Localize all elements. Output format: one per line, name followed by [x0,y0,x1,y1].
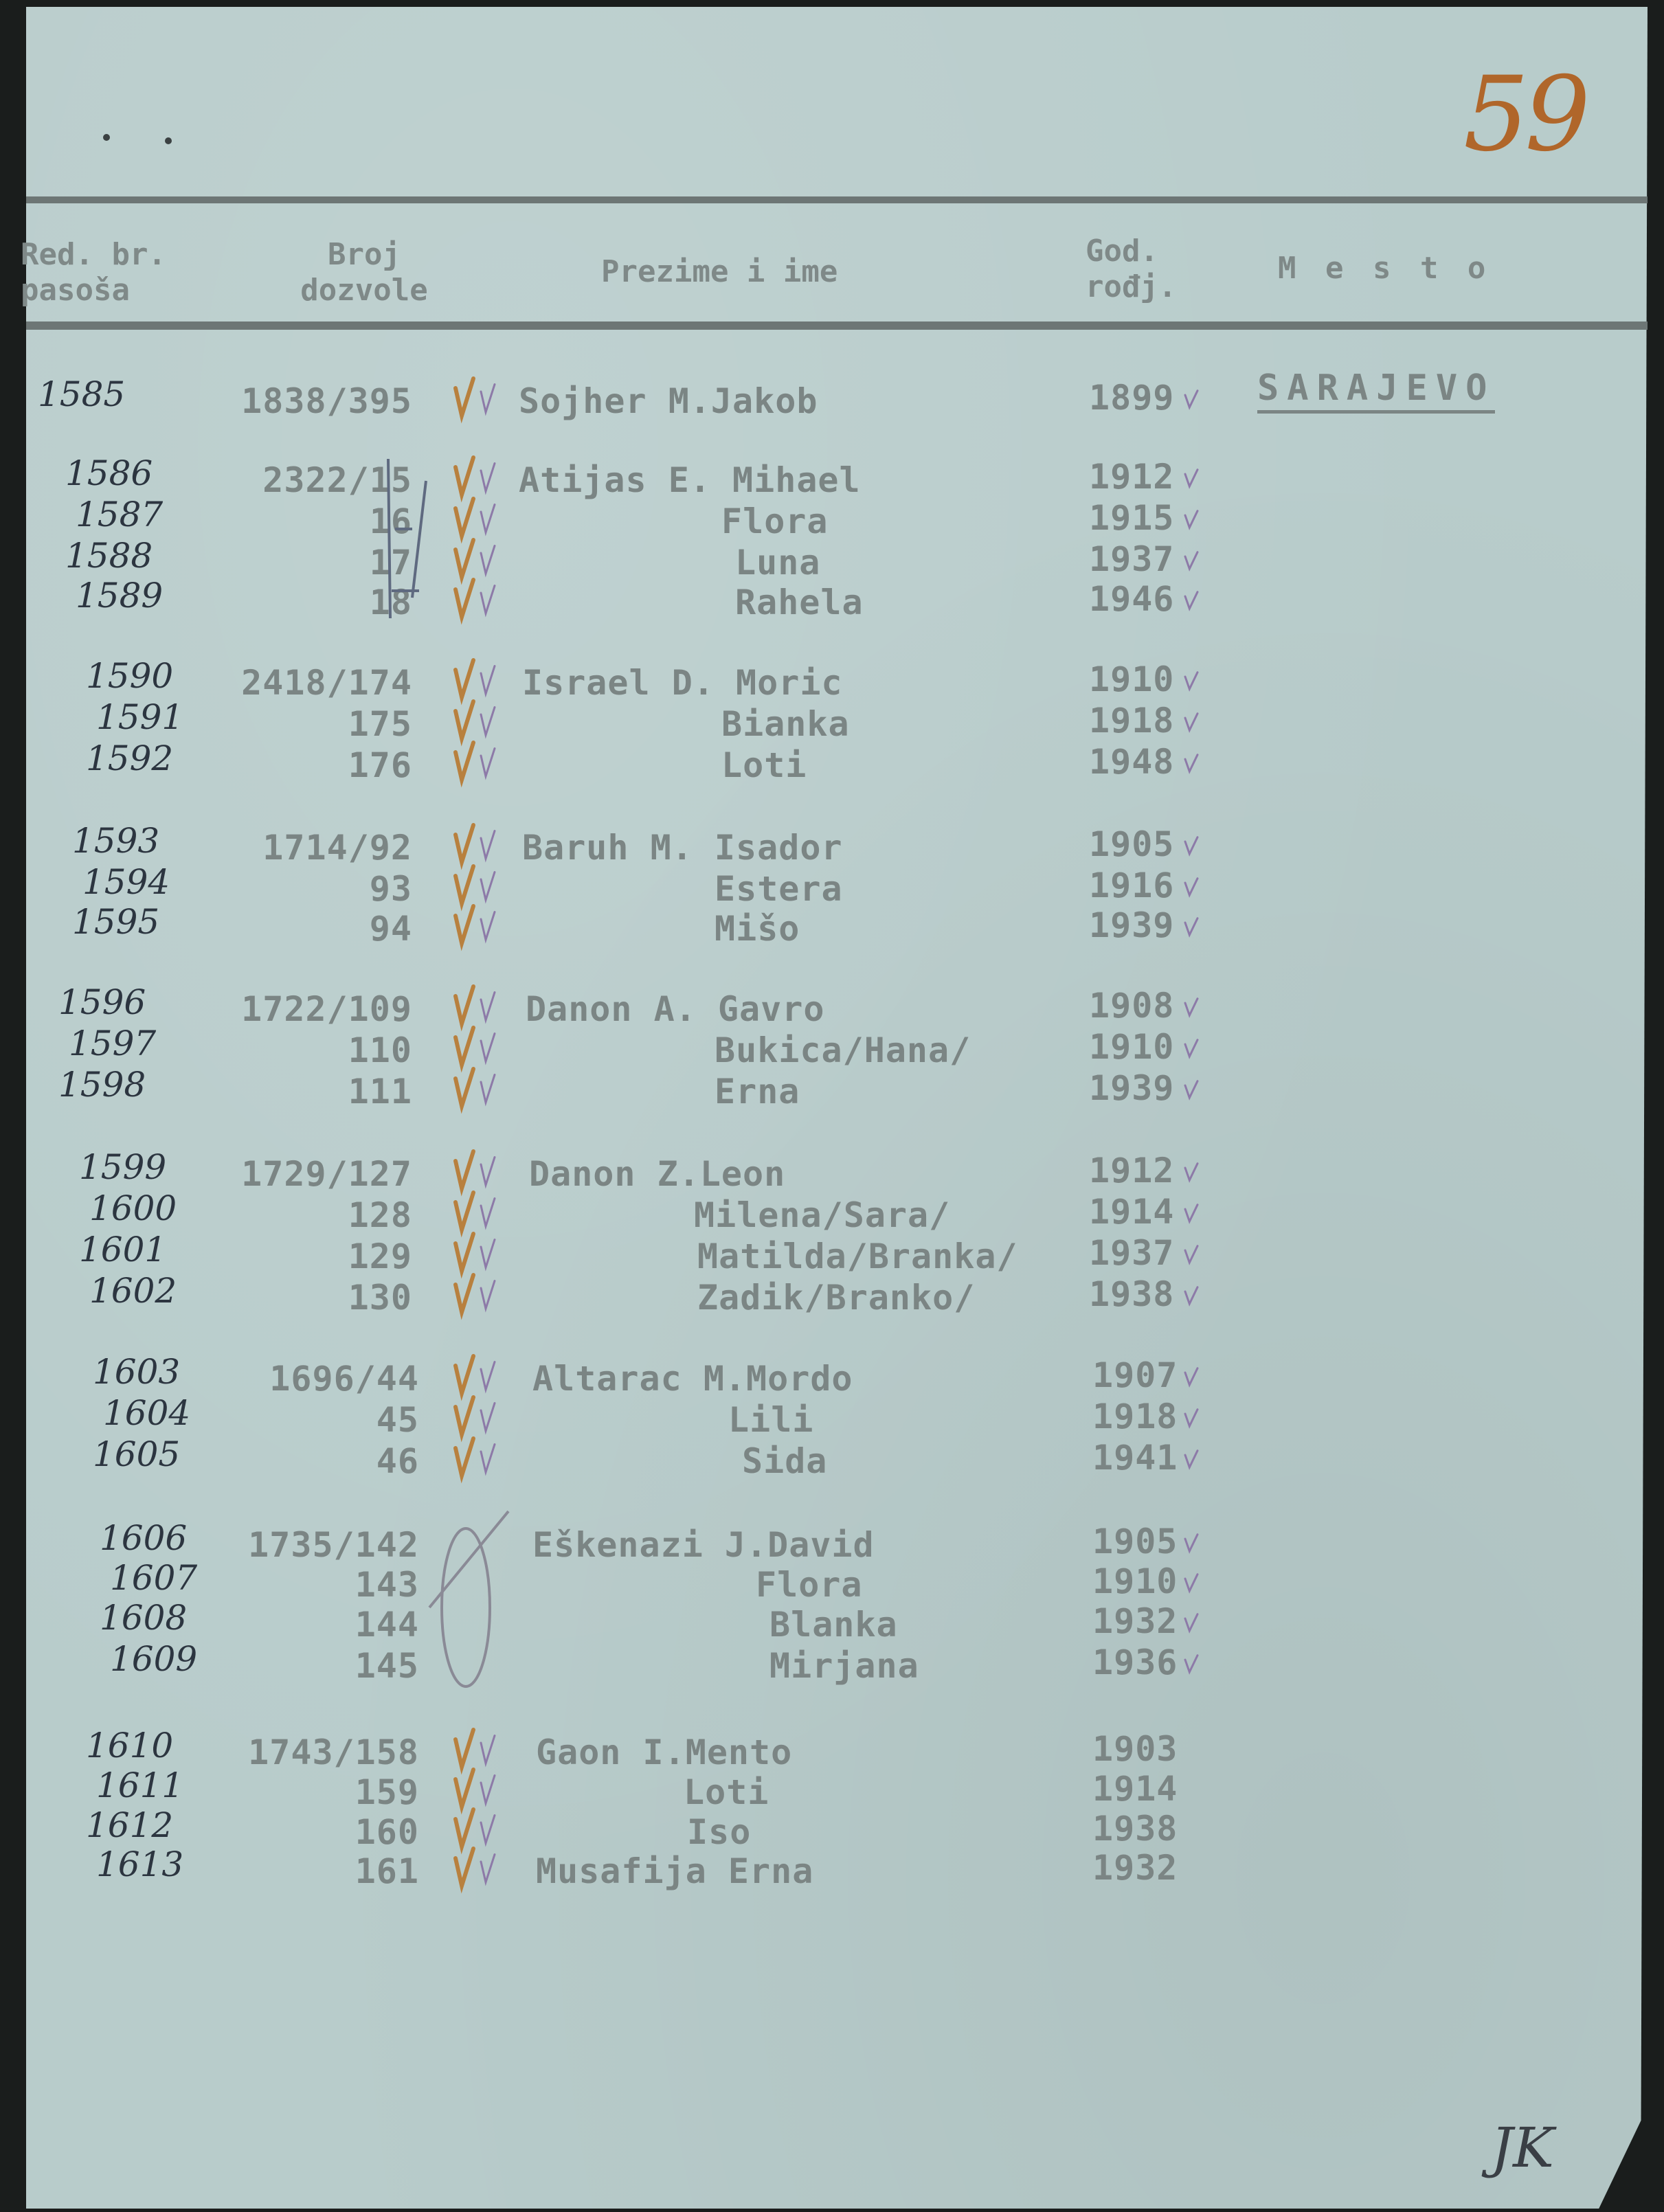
orange-check-mark [456,1069,473,1106]
purple-check-mark [481,708,495,736]
birth-year: 1916 [1089,866,1175,905]
permit-number: 111 [348,1072,412,1111]
purple-check-mark [481,666,495,695]
header-passport-number: Red. br. pasoša [21,237,166,308]
place-sarajevo: SARAJEVO [1257,368,1495,414]
passport-number: 1608 [100,1598,188,1638]
year-check-mark [1185,1451,1198,1467]
year-check-mark [1185,918,1198,935]
permit-number: 1714/92 [262,828,412,868]
person-name: Gaon I.Mento [536,1733,793,1772]
year-check-mark [1185,1164,1198,1180]
passport-number: 1595 [72,902,160,942]
passport-number: 1613 [96,1844,184,1884]
passport-number: 1603 [93,1352,181,1392]
birth-year: 1936 [1092,1643,1178,1682]
year-check-mark [1185,1614,1198,1631]
purple-check-mark [481,505,495,533]
permit-number: 16 [369,501,412,541]
birth-year: 1918 [1089,701,1175,741]
permit-number: 18 [369,583,412,622]
year-check-mark [1185,511,1198,528]
birth-year: 1932 [1092,1848,1178,1888]
permit-number: 128 [348,1195,412,1235]
header-permit-number: Broj dozvole [300,237,428,308]
permit-number: 45 [376,1400,419,1440]
permit-number: 17 [369,543,412,583]
person-name: Sida [742,1441,828,1481]
person-name: Loti [721,745,807,785]
purple-check-mark [481,1075,495,1103]
year-check-mark [1185,879,1198,895]
orange-check-mark [456,1028,473,1065]
year-check-mark [1185,673,1198,689]
birth-year: 1948 [1089,742,1175,782]
permit-number: 1743/158 [248,1733,419,1772]
permit-number: 46 [376,1441,419,1481]
permit-number: 1838/395 [241,381,412,421]
purple-check-mark [481,1816,495,1844]
purple-check-mark [481,464,495,492]
passport-number: 1596 [58,982,146,1022]
passport-number: 1591 [96,697,184,737]
passport-number: 1601 [79,1230,167,1269]
birth-year: 1912 [1089,1151,1175,1190]
birth-year: 1937 [1089,539,1175,579]
passport-number: 1606 [100,1518,188,1558]
orange-check-mark [456,701,473,738]
orange-check-mark [456,660,473,697]
permit-number: 130 [348,1278,412,1318]
year-check-mark [1185,1246,1198,1263]
purple-check-mark [481,831,495,859]
orange-check-mark [456,906,473,943]
purple-check-mark [481,1158,495,1186]
passport-number: 1604 [103,1393,191,1433]
person-name: Iso [687,1812,752,1852]
person-name: Matilda/Branka/ [697,1237,1018,1276]
orange-check-mark [456,1849,473,1886]
permit-number: 1696/44 [269,1359,419,1399]
year-check-mark [1185,1410,1198,1426]
permit-number: 1729/127 [241,1154,412,1194]
passport-number: 1602 [89,1271,177,1311]
year-check-mark [1185,470,1198,486]
year-check-mark [1185,714,1198,730]
year-check-mark [1185,999,1198,1015]
permit-number: 176 [348,745,412,785]
orange-check-mark [456,986,473,1024]
passport-number: 1612 [86,1805,174,1845]
person-name: Bukica/Hana/ [715,1030,971,1070]
person-name: Luna [735,543,821,583]
person-name: Bianka [721,704,850,744]
person-name: Sojher M.Jakob [519,381,818,421]
purple-check-mark [481,872,495,901]
permit-number: 143 [355,1565,419,1605]
orange-check-mark [456,1275,473,1312]
purple-check-mark [481,1776,495,1804]
person-name: Mišo [715,909,800,949]
year-check-mark [1185,391,1198,407]
orange-check-mark [456,866,473,903]
birth-year: 1932 [1092,1601,1178,1641]
passport-number: 1585 [38,374,126,414]
orange-check-mark [456,1397,473,1434]
person-name: Flora [756,1565,863,1605]
orange-check-mark [456,1438,473,1476]
birth-year: 1905 [1089,824,1175,864]
permit-number: 161 [355,1851,419,1891]
person-name: Atijas E. Mihael [519,460,861,500]
permit-number: 110 [348,1030,412,1070]
person-name: Danon A. Gavro [526,989,825,1029]
permit-number: 93 [369,869,412,909]
permit-number: 145 [355,1646,419,1686]
year-check-mark [1185,1535,1198,1551]
permit-number: 160 [355,1812,419,1852]
year-check-mark [1185,1575,1198,1591]
person-name: Zadik/Branko/ [697,1278,976,1318]
permit-number: 175 [348,704,412,744]
year-check-mark [1185,1656,1198,1672]
year-check-mark [1185,1040,1198,1057]
orange-check-mark [456,580,473,617]
birth-year: 1939 [1089,905,1175,945]
passport-number: 1597 [69,1024,157,1063]
purple-check-mark [481,1281,495,1309]
person-name: Altarac M.Mordo [532,1359,853,1399]
birth-year: 1946 [1089,579,1175,619]
purple-check-mark [481,1240,495,1268]
purple-check-mark [481,1736,495,1764]
person-name: Loti [684,1772,769,1812]
birth-year: 1908 [1089,986,1175,1026]
year-check-mark [1185,755,1198,771]
orange-check-mark [456,825,473,862]
permit-number: 1722/109 [241,989,412,1029]
person-name: Musafija Erna [536,1851,814,1891]
passport-number: 1610 [86,1726,174,1765]
orange-check-mark [456,1730,473,1767]
purple-check-mark [481,586,495,614]
passport-number: 1592 [86,738,174,778]
cancel-zero-mark [442,1528,490,1686]
passport-number: 1594 [82,862,170,902]
orange-check-mark [456,1151,473,1188]
passport-number: 1600 [89,1188,177,1228]
passport-number: 1589 [76,576,164,616]
passport-number: 1593 [72,821,160,861]
orange-check-mark [456,458,473,495]
purple-check-mark [481,1199,495,1227]
passport-number: 1590 [86,656,174,696]
family-bracket-mark [388,459,426,618]
year-check-mark [1185,1287,1198,1304]
purple-check-mark [481,1034,495,1062]
purple-check-mark [481,912,495,940]
orange-check-mark [456,379,473,416]
folio-number: 59 [1463,55,1586,174]
passport-number: 1607 [110,1558,198,1598]
birth-year: 1937 [1089,1233,1175,1273]
permit-number: 2322/15 [262,460,412,500]
passport-number: 1605 [93,1434,181,1474]
purple-check-mark [481,546,495,574]
permit-number: 129 [348,1237,412,1276]
year-check-mark [1185,1205,1198,1221]
permit-number: 94 [369,909,412,949]
person-name: Rahela [735,583,864,622]
passport-number: 1598 [58,1065,146,1105]
year-check-mark [1185,1368,1198,1385]
orange-check-mark [456,1234,473,1271]
birth-year: 1912 [1089,457,1175,497]
permit-number: 159 [355,1772,419,1812]
orange-check-mark [456,743,473,780]
passport-number: 1611 [96,1765,184,1805]
person-name: Israel D. Moric [522,663,843,703]
purple-check-mark [481,385,495,413]
purple-check-mark [481,749,495,777]
person-name: Eškenazi J.David [532,1525,875,1565]
birth-year: 1899 [1089,378,1175,418]
person-name: Estera [715,869,843,909]
birth-year: 1939 [1089,1068,1175,1108]
birth-year: 1910 [1089,1027,1175,1067]
cancel-slash-mark [429,1511,508,1607]
header-name: Prezime i ime [601,254,838,289]
birth-year: 1914 [1092,1769,1178,1809]
birth-year: 1910 [1092,1561,1178,1601]
year-check-mark [1185,592,1198,609]
year-check-mark [1185,1081,1198,1098]
birth-year: 1918 [1092,1397,1178,1436]
orange-check-mark [456,1770,473,1807]
purple-check-mark [481,1403,495,1432]
birth-year: 1938 [1089,1274,1175,1314]
passport-number: 1586 [65,453,153,493]
birth-year: 1915 [1089,498,1175,538]
person-name: Flora [721,501,829,541]
passport-number: 1588 [65,536,153,576]
passport-number: 1609 [110,1639,198,1679]
person-name: Blanka [769,1605,898,1645]
purple-check-mark [481,1445,495,1473]
birth-year: 1910 [1089,659,1175,699]
header-place: M e s t o [1278,251,1492,286]
passport-number: 1587 [76,495,164,534]
person-name: Baruh M. Isador [522,828,843,868]
permit-number: 1735/142 [248,1525,419,1565]
person-name: Mirjana [769,1646,919,1686]
birth-year: 1903 [1092,1729,1178,1769]
birth-year: 1941 [1092,1438,1178,1478]
birth-year: 1914 [1089,1192,1175,1232]
person-name: Erna [715,1072,800,1111]
orange-check-mark [456,1193,473,1230]
permit-number: 2418/174 [241,663,412,703]
orange-check-mark [456,499,473,536]
purple-check-mark [481,993,495,1021]
person-name: Lili [728,1400,814,1440]
permit-number: 144 [355,1605,419,1645]
orange-check-mark [456,1356,473,1393]
person-name: Danon Z.Leon [529,1154,786,1194]
passport-number: 1599 [79,1147,167,1187]
orange-check-mark [456,540,473,577]
orange-check-mark [456,1809,473,1847]
birth-year: 1907 [1092,1355,1178,1395]
purple-check-mark [481,1362,495,1390]
year-check-mark [1185,837,1198,854]
handwritten-initials: JK [1491,2116,1554,2180]
person-name: Milena/Sara/ [694,1195,951,1235]
purple-check-mark [481,1855,495,1883]
header-birth-year: God. rođj. [1086,234,1177,304]
year-check-mark [1185,552,1198,569]
birth-year: 1938 [1092,1809,1178,1849]
birth-year: 1905 [1092,1522,1178,1561]
